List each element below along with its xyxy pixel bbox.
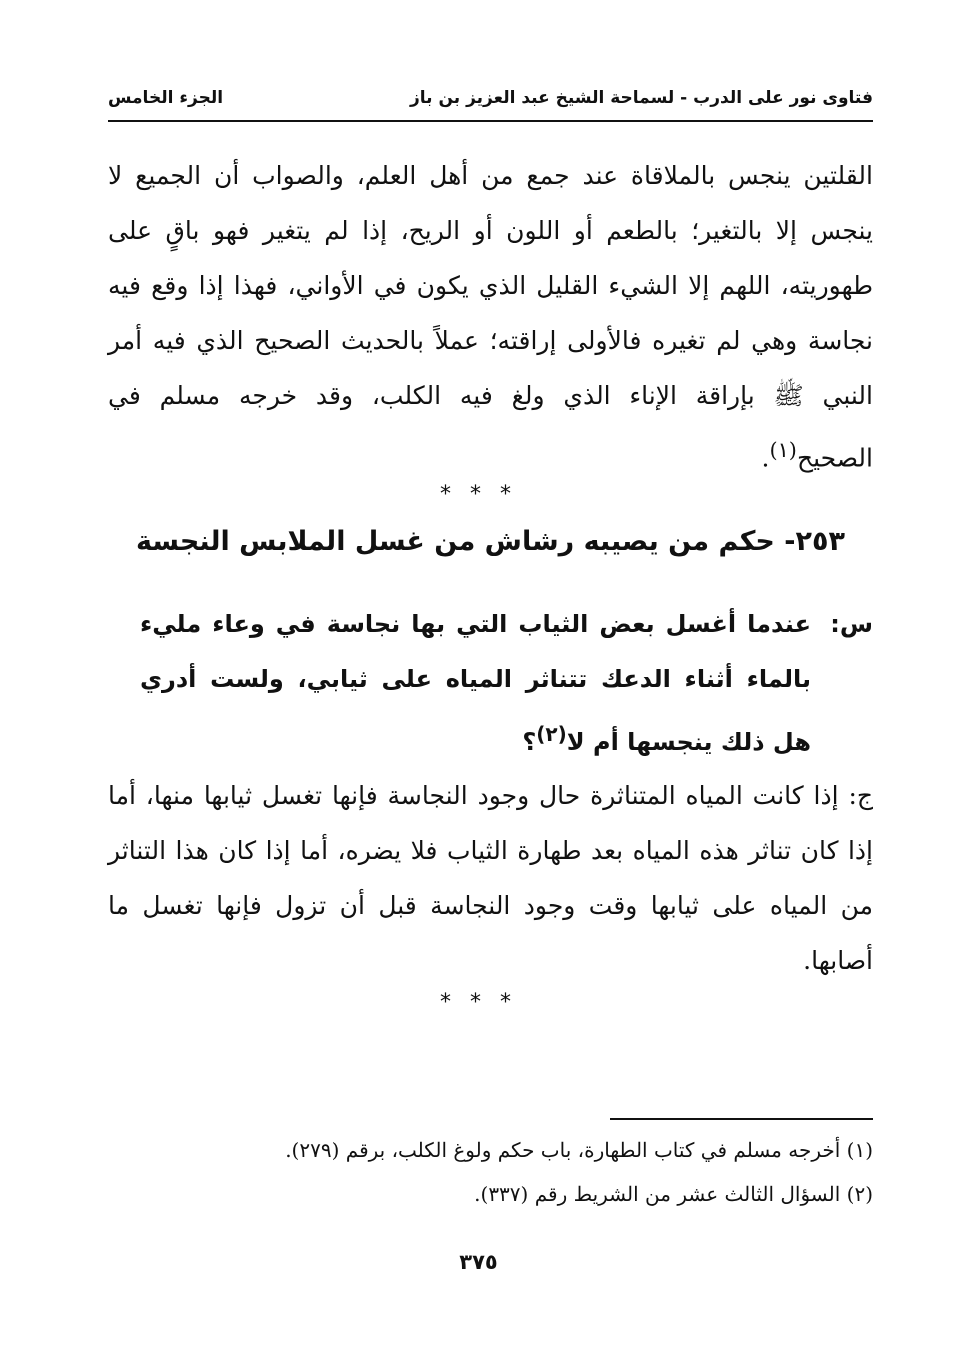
footnote-divider [610,1118,873,1120]
continued-paragraph [108,148,873,485]
footnote-2: (٢) السؤال الثالث عشر من الشريط رقم (٣٣٧). [474,1182,873,1206]
header-volume: الجزء الخامس [108,88,224,108]
section-separator: * * * [440,482,517,507]
question-body [140,597,811,770]
paragraph-end: . [761,443,770,473]
footnote-1: (١) أخرجه مسلم في كتاب الطهارة، باب حكم ولوغ الكلب، برقم (٢٧٩). [285,1138,873,1162]
section-title: ٢٥٣- حكم من يصيبه رشاش من غسل الملابس النجسة [136,526,845,557]
footnotes [108,1128,873,1216]
section-separator-end: * * * [440,990,517,1015]
page-number: ٣٧٥ [459,1250,498,1274]
question-end: ؟ [522,728,537,756]
footnote-ref-1[interactable]: (١) [769,438,797,462]
answer-paragraph: ج: إذا كانت المياه المتناثرة حال وجود النجاسة فإنها تغسل ثيابها منها، أما إذا كان تناثر هذه المياه بعد طهارة الثياب فلا يضره، أما إذا كان هذا التناثر من المياه على ثيابها وقت وجود النجاسة قبل أن تزول فإنها تغسل ما أصابها. [108,781,873,975]
running-header [108,80,873,122]
footnote-ref-2[interactable]: (٢) [536,722,567,746]
question-prefix: س: [830,610,873,638]
question-text: عندما أغسل بعض الثياب التي بها نجاسة في وعاء مليء بالماء أثناء الدعك تتناثر المياه على ثيابي، ولست أدري هل ذلك ينجسها أم لا [140,610,811,756]
paragraph-text: القلتين ينجس بالملاقاة عند جمع من أهل العلم، والصواب أن الجميع لا ينجس إلا بالتغير؛ بالطعم أو اللون أو الريح، إذا لم يتغير فهو باقٍ على طهوريته، اللهم إلا الشيء القليل الذي يكون في الأواني، فهذا إذا وقع فيه نجاسة وهي لم تغيره فالأولى إراقته؛ عملاً بالحديث الصحيح الذي فيه أمر النبي ﷺ بإراقة الإناء الذي ولغ فيه الكلب، وقد خرجه مسلم في الصحيح [108,161,873,473]
header-book-info: فتاوى نور على الدرب - لسماحة الشيخ عبد العزيز بن باز [410,88,873,108]
